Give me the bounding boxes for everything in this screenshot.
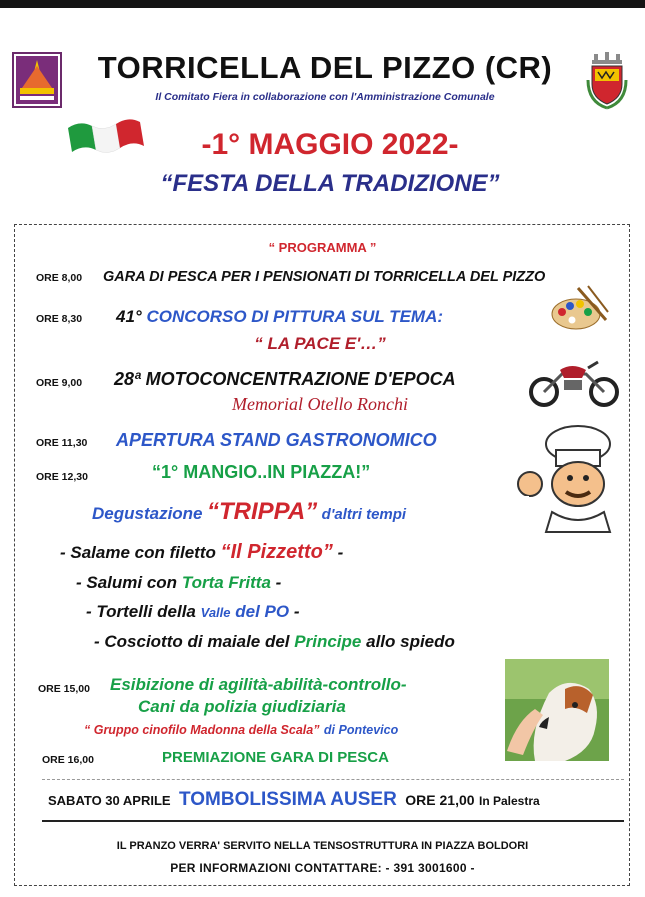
event-subtext-2: “ LA PACE E'…”: [254, 334, 386, 353]
menu-2-highlight: Torta Fritta: [181, 573, 271, 592]
menu-line-4: [94, 632, 455, 652]
event-subtext-3: Memorial Otello Ronchi: [232, 394, 408, 414]
event-prefix-2: 41°: [116, 307, 142, 326]
menu-4-pre: - Cosciotto di maiale del: [94, 632, 290, 651]
menu-3-mid: del: [235, 602, 260, 621]
event-text-5: “1° MANGIO..IN PIAZZA!”: [152, 462, 371, 482]
chef-icon: [508, 422, 628, 534]
event-time-4: ORE 11,30: [36, 437, 88, 449]
festa-title: “FESTA DELLA TRADIZIONE”: [160, 170, 500, 197]
top-bar: [0, 0, 645, 8]
event-date: -1° MAGGIO 2022-: [201, 128, 459, 161]
menu-3-pre: - Tortelli della: [86, 602, 196, 621]
motorcycle-icon: [524, 356, 624, 408]
footer-pranzo: IL PRANZO VERRA' SERVITO NELLA TENSOSTRUTTURA IN PIAZZA BOLDORI: [116, 840, 529, 852]
saturday-place: In Palestra: [479, 794, 540, 808]
divider-1: [42, 779, 624, 780]
event-group-name-6: “ Gruppo cinofilo Madonna della Scala”: [84, 723, 320, 737]
event-time-3: ORE 9,00: [36, 377, 83, 389]
fiera-logo-icon: [12, 52, 62, 108]
coat-of-arms-icon: [584, 50, 630, 112]
menu-2-pre: - Salumi con: [76, 573, 178, 592]
programma-heading: “ PROGRAMMA ”: [268, 240, 377, 255]
paint-palette-icon: [548, 282, 610, 334]
menu-1-pre: - Salame con filetto: [60, 543, 216, 562]
page-subtitle: Il Comitato Fiera in collaborazione con l'Amministrazione Comunale: [155, 91, 495, 103]
event-text-7: PREMIAZIONE GARA DI PESCA: [162, 749, 389, 766]
menu-3-highlight1: Valle: [200, 605, 231, 620]
divider-2: [42, 820, 624, 822]
menu-4-highlight: Principe: [294, 632, 362, 651]
event-group-6: [84, 721, 398, 739]
event-text-6: Esibizione di agilità-abilità-controllo-: [110, 675, 407, 694]
event-text-2-line: [116, 307, 443, 327]
event-text-1: GARA DI PESCA PER I PENSIONATI DI TORRICELLA DEL PIZZO: [103, 269, 546, 285]
event-subtext-6: Cani da polizia giudiziaria: [138, 697, 346, 716]
event-time-6: ORE 15,00: [38, 683, 90, 695]
degustazione-highlight: “TRIPPA”: [206, 498, 318, 525]
event-text-4: APERTURA STAND GASTRONOMICO: [116, 430, 437, 450]
dog-photo-icon: [505, 659, 609, 761]
event-time-2: ORE 8,30: [36, 313, 83, 325]
saturday-day: SABATO 30 APRILE: [48, 793, 171, 808]
event-group-place-6: di Pontevico: [323, 723, 399, 737]
menu-3-highlight2: PO: [264, 602, 290, 621]
menu-2-post: -: [275, 573, 282, 592]
menu-line-3: [86, 602, 300, 622]
menu-4-post: allo spiedo: [366, 632, 455, 651]
menu-3-post: -: [293, 602, 300, 621]
menu-1-highlight: “Il Pizzetto”: [220, 541, 333, 563]
degustazione-line: [92, 498, 406, 526]
event-time-5: ORE 12,30: [36, 471, 88, 483]
event-time-1: ORE 8,00: [36, 272, 83, 284]
footer-info: PER INFORMAZIONI CONTATTARE: - 391 3001600 -: [170, 861, 475, 875]
saturday-line: [48, 789, 540, 811]
saturday-event: TOMBOLISSIMA AUSER: [179, 789, 397, 810]
saturday-time: ORE 21,00: [405, 792, 475, 808]
menu-line-1: [60, 541, 343, 564]
event-time-7: ORE 16,00: [42, 754, 94, 766]
degustazione-post: d'altri tempi: [321, 506, 407, 523]
event-text-3: 28ª MOTOCONCENTRAZIONE D'EPOCA: [114, 369, 456, 389]
menu-line-2: [76, 573, 281, 593]
degustazione-pre: Degustazione: [92, 504, 203, 523]
page-title: TORRICELLA DEL PIZZO (CR): [97, 50, 553, 85]
menu-1-post: -: [337, 543, 344, 562]
event-text-2: CONCORSO DI PITTURA SUL TEMA:: [146, 307, 444, 326]
